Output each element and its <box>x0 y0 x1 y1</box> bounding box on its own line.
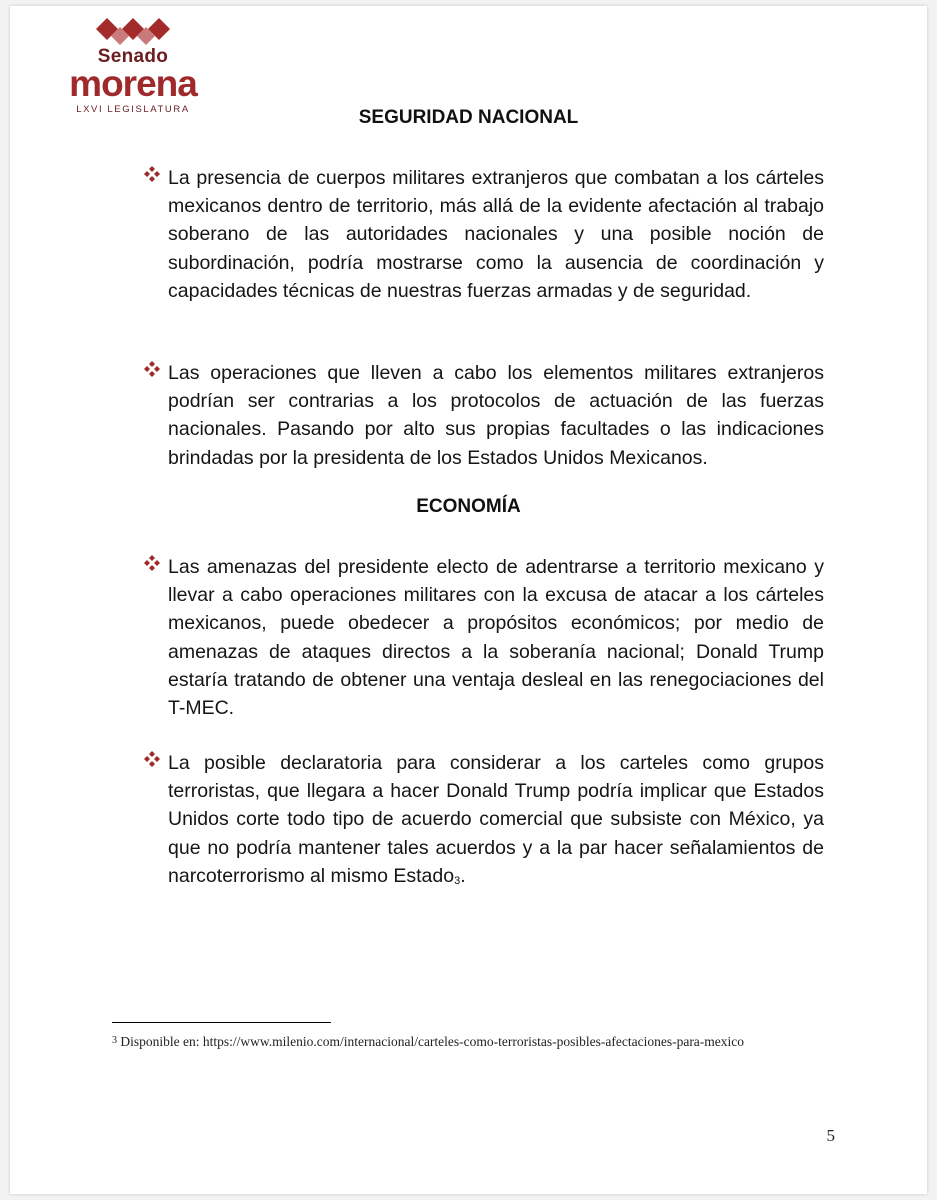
senado-morena-logo <box>58 18 208 115</box>
list-item: Las operaciones que lleven a cabo los elementos militares extranjeros podrían ser contrarias a los protocolos de actuación de las fuerzas nacionales. Pasando por alto sus propias facultades o las indicaciones brindadas por la presidenta de los Estados Unidos Mexicanos. <box>168 362 824 469</box>
footnote <box>112 1032 812 1053</box>
footnote-mark: 3 <box>112 1035 117 1046</box>
list-item-with-footnote <box>168 749 824 893</box>
section-title-seguridad: SEGURIDAD NACIONAL <box>358 107 579 128</box>
diamond-pattern-logo-icon <box>96 18 170 48</box>
list-item-end: . <box>460 864 466 887</box>
list-item: Las amenazas del presidente electo de adentrarse a territorio mexicano y llevar a cabo operaciones militares con la excusa de atacar a los cárteles mexicanos, puede obedecer a propósitos económicos; por medio de amenazas de ataques directos a la soberanía nacional; Donald Trump estaría tratando de obtener una ventaja desleal en las renegociaciones del T-MEC. <box>168 556 824 720</box>
footnote-text: Disponible en: https://www.milenio.com/internacional/carteles-como-terroristas-posibles-afectaciones-para-mexico <box>120 1034 745 1049</box>
document-page <box>10 6 927 1194</box>
page-number: 5 <box>826 1126 835 1145</box>
list-item-text: La posible declaratoria para considerar a los carteles como grupos terroristas, que llegara a hacer Donald Trump podría implicar que Estados Unidos corte todo tipo de acuerdo comercial que subsiste con México, ya que no podría mantener tales acuerdos y a la par hacer señalamientos de narcoterrorismo al mismo Estado <box>168 752 824 887</box>
logo-legislatura-text: LXVI LEGISLATURA <box>76 104 190 115</box>
footnote-reference[interactable]: 3 <box>454 874 461 887</box>
four-diamond-bullet-icon <box>143 165 161 183</box>
four-diamond-bullet-icon <box>143 360 161 378</box>
footnote-divider <box>112 1022 331 1023</box>
four-diamond-bullet-icon <box>143 750 161 768</box>
list-item: La presencia de cuerpos militares extranjeros que combatan a los cárteles mexicanos dentro de territorio, más allá de la evidente afectación al trabajo soberano de las autoridades nacionales y una posible noción de subordinación, podría mostrarse como la ausencia de coordinación y capacidades técnicas de nuestras fuerzas armadas y de seguridad. <box>168 167 824 302</box>
logo-senado-text: Senado <box>97 46 169 67</box>
section-title-economia: ECONOMÍA <box>416 496 521 517</box>
logo-morena-text: morena <box>69 63 197 104</box>
four-diamond-bullet-icon <box>143 554 161 572</box>
